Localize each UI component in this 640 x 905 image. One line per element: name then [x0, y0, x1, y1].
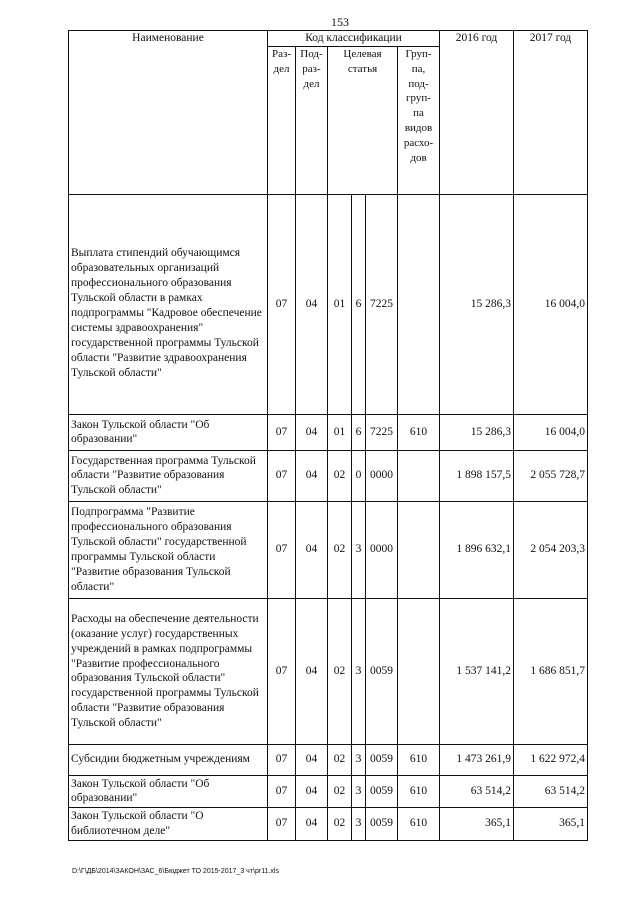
row-target-subprogram: 3: [352, 598, 366, 744]
row-group: [398, 598, 440, 744]
row-razdel: 07: [268, 807, 296, 840]
table-row: [69, 450, 588, 501]
row-value-2017: 16 004,0: [514, 414, 588, 450]
row-value-2016: 63 514,2: [440, 775, 514, 807]
row-podrazdel: 04: [296, 501, 328, 598]
row-podrazdel: 04: [296, 194, 328, 414]
table-row: [69, 598, 588, 744]
table-row: [69, 194, 588, 414]
row-target-code: 7225: [366, 414, 398, 450]
row-value-2017: 2 055 728,7: [514, 450, 588, 501]
row-group: [398, 194, 440, 414]
table-row: [69, 501, 588, 598]
row-razdel: 07: [268, 414, 296, 450]
row-value-2016: 15 286,3: [440, 414, 514, 450]
row-target-subprogram: 3: [352, 501, 366, 598]
header-year-2017: 2017 год: [514, 31, 588, 195]
header-year-2016: 2016 год: [440, 31, 514, 195]
row-value-2017: 1 622 972,4: [514, 744, 588, 775]
header-group: Груп- па, под- груп- па видов расхо- дов: [398, 46, 440, 194]
page-number: 153: [331, 15, 349, 29]
row-value-2017: 2 054 203,3: [514, 501, 588, 598]
row-target-program: 02: [328, 598, 352, 744]
row-podrazdel: 04: [296, 598, 328, 744]
row-target-subprogram: 6: [352, 414, 366, 450]
row-podrazdel: 04: [296, 807, 328, 840]
table-row: [69, 807, 588, 840]
row-target-program: 01: [328, 414, 352, 450]
table-row: [69, 744, 588, 775]
row-target-program: 02: [328, 501, 352, 598]
row-value-2017: 365,1: [514, 807, 588, 840]
row-target-program: 02: [328, 744, 352, 775]
row-podrazdel: 04: [296, 744, 328, 775]
header-razdel: Раз- дел: [268, 46, 296, 194]
row-target-program: 02: [328, 450, 352, 501]
row-value-2016: 1 537 141,2: [440, 598, 514, 744]
row-name: Подпрограмма "Развитие профессионального образования Тульской области" государственной программы Тульской области "Развитие образования Тульской области": [69, 501, 268, 598]
row-name: Закон Тульской области "Об образовании": [69, 775, 268, 807]
row-value-2017: 1 686 851,7: [514, 598, 588, 744]
row-target-code: 0059: [366, 598, 398, 744]
row-value-2017: 16 004,0: [514, 194, 588, 414]
row-name: Расходы на обеспечение деятельности (оказание услуг) государственных учреждений в рамках подпрограммы "Развитие профессионального образования Тульской области" государственной программы Тульской области "Развитие образования Тульской области": [69, 598, 268, 744]
row-target-code: 0059: [366, 744, 398, 775]
row-target-code: 0059: [366, 775, 398, 807]
row-group: 610: [398, 414, 440, 450]
file-path-footer: D:\Г\ДБ\2014\ЗАКОН\ЗАС_6\Бюджет ТО 2015-2017_3 чт\рr11.xls: [72, 868, 279, 875]
row-razdel: 07: [268, 744, 296, 775]
row-group: 610: [398, 807, 440, 840]
row-target-subprogram: 6: [352, 194, 366, 414]
row-target-subprogram: 0: [352, 450, 366, 501]
header-podrazdel: Под- раз- дел: [296, 46, 328, 194]
header-name: Наименование: [69, 31, 268, 195]
row-group: [398, 501, 440, 598]
row-target-code: 0000: [366, 450, 398, 501]
row-podrazdel: 04: [296, 450, 328, 501]
row-value-2016: 15 286,3: [440, 194, 514, 414]
row-target-subprogram: 3: [352, 744, 366, 775]
row-value-2016: 365,1: [440, 807, 514, 840]
row-value-2016: 1 473 261,9: [440, 744, 514, 775]
table-row: [69, 414, 588, 450]
row-razdel: 07: [268, 598, 296, 744]
row-razdel: 07: [268, 194, 296, 414]
row-razdel: 07: [268, 775, 296, 807]
row-group: 610: [398, 744, 440, 775]
row-name: Закон Тульской области "Об образовании": [69, 414, 268, 450]
header-target: Целевая статья: [328, 46, 398, 194]
row-target-program: 02: [328, 807, 352, 840]
header-row-top: [69, 31, 588, 47]
row-target-subprogram: 3: [352, 807, 366, 840]
row-name: Выплата стипендий обучающимся образовательных организаций профессионального образования Тульской области в рамках подпрограммы "Кадровое обеспечение системы здравоохранения" государственной программы Тульской области "Развитие здравоохранения Тульской области": [69, 194, 268, 414]
row-value-2017: 63 514,2: [514, 775, 588, 807]
row-podrazdel: 04: [296, 775, 328, 807]
row-group: 610: [398, 775, 440, 807]
row-target-subprogram: 3: [352, 775, 366, 807]
row-value-2016: 1 896 632,1: [440, 501, 514, 598]
row-name: Государственная программа Тульской области "Развитие образования Тульской области": [69, 450, 268, 501]
row-razdel: 07: [268, 450, 296, 501]
budget-table: [68, 30, 588, 841]
row-target-program: 01: [328, 194, 352, 414]
row-value-2016: 1 898 157,5: [440, 450, 514, 501]
table-row: [69, 775, 588, 807]
row-razdel: 07: [268, 501, 296, 598]
row-podrazdel: 04: [296, 414, 328, 450]
row-target-code: 0000: [366, 501, 398, 598]
row-target-program: 02: [328, 775, 352, 807]
row-target-code: 7225: [366, 194, 398, 414]
row-name: Субсидии бюджетным учреждениям: [69, 744, 268, 775]
header-code-group: Код классификации: [268, 31, 440, 47]
row-target-code: 0059: [366, 807, 398, 840]
row-name: Закон Тульской области "О библиотечном деле": [69, 807, 268, 840]
row-group: [398, 450, 440, 501]
